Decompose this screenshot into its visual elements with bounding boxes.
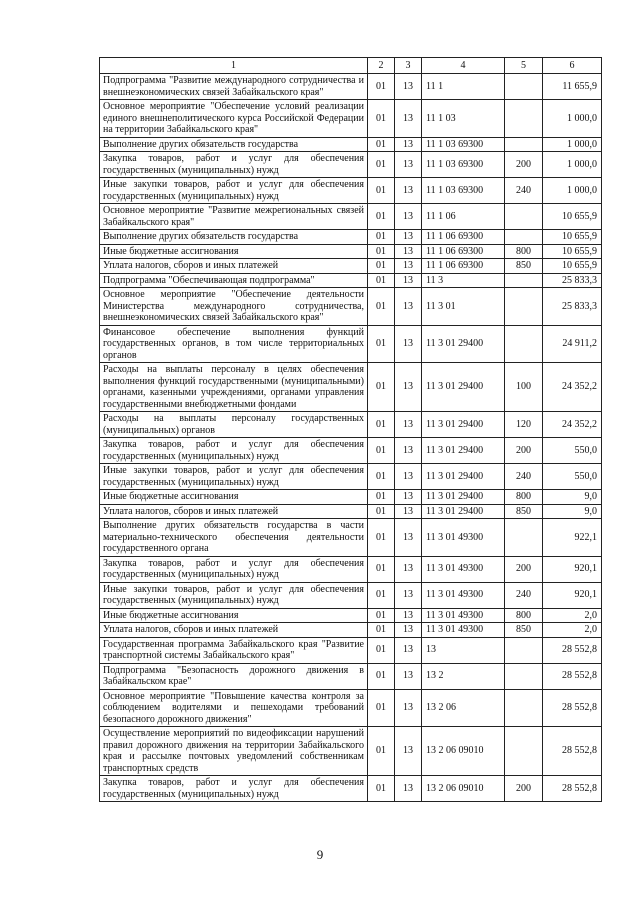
section-code-cell: 01 xyxy=(368,490,395,505)
target-article-code-cell: 11 3 01 29400 xyxy=(422,490,505,505)
expense-type-code-cell: 800 xyxy=(505,608,543,623)
subsection-code-cell: 13 xyxy=(395,273,422,288)
target-article-code-cell: 13 2 06 xyxy=(422,689,505,727)
table-row xyxy=(100,137,602,152)
expense-name-cell: Иные закупки товаров, работ и услуг для обеспечения государственных (муниципальных) нужд xyxy=(100,178,368,204)
expense-name-cell: Иные бюджетные ассигнования xyxy=(100,608,368,623)
section-code-cell: 01 xyxy=(368,689,395,727)
amount-cell: 25 833,3 xyxy=(543,288,602,326)
expense-type-code-cell: 850 xyxy=(505,504,543,519)
amount-cell: 922,1 xyxy=(543,519,602,557)
expense-type-code-cell xyxy=(505,204,543,230)
section-code-cell: 01 xyxy=(368,259,395,274)
section-code-cell: 01 xyxy=(368,623,395,638)
section-code-cell: 01 xyxy=(368,519,395,557)
expense-name-cell: Закупка товаров, работ и услуг для обеспечения государственных (муниципальных) нужд xyxy=(100,152,368,178)
target-article-code-cell: 13 xyxy=(422,637,505,663)
amount-cell: 25 833,3 xyxy=(543,273,602,288)
subsection-code-cell: 13 xyxy=(395,663,422,689)
section-code-cell: 01 xyxy=(368,582,395,608)
target-article-code-cell: 11 1 03 69300 xyxy=(422,137,505,152)
target-article-code-cell: 11 1 xyxy=(422,74,505,100)
subsection-code-cell: 13 xyxy=(395,582,422,608)
amount-cell: 2,0 xyxy=(543,623,602,638)
page-number: 9 xyxy=(316,847,324,862)
section-code-cell: 01 xyxy=(368,776,395,802)
section-code-cell: 01 xyxy=(368,438,395,464)
section-code-cell: 01 xyxy=(368,663,395,689)
section-code-cell: 01 xyxy=(368,74,395,100)
expense-name-cell: Уплата налогов, сборов и иных платежей xyxy=(100,259,368,274)
target-article-code-cell: 11 3 01 49300 xyxy=(422,519,505,557)
section-code-cell: 01 xyxy=(368,244,395,259)
expense-type-code-cell: 240 xyxy=(505,464,543,490)
expense-name-cell: Выполнение других обязательств государства xyxy=(100,230,368,245)
subsection-code-cell: 13 xyxy=(395,230,422,245)
amount-cell: 28 552,8 xyxy=(543,637,602,663)
subsection-code-cell: 13 xyxy=(395,325,422,363)
amount-cell: 1 000,0 xyxy=(543,152,602,178)
target-article-code-cell: 11 3 01 29400 xyxy=(422,363,505,412)
target-article-code-cell: 11 3 01 49300 xyxy=(422,608,505,623)
expense-name-cell: Закупка товаров, работ и услуг для обеспечения государственных (муниципальных) нужд xyxy=(100,438,368,464)
amount-cell: 24 911,2 xyxy=(543,325,602,363)
subsection-code-cell: 13 xyxy=(395,204,422,230)
amount-cell: 11 655,9 xyxy=(543,74,602,100)
table-row xyxy=(100,519,602,557)
section-code-cell: 01 xyxy=(368,152,395,178)
expense-name-cell: Уплата налогов, сборов и иных платежей xyxy=(100,623,368,638)
expense-name-cell: Финансовое обеспечение выполнения функций государственных органов, в том числе территориальных органов xyxy=(100,325,368,363)
target-article-code-cell: 11 3 01 29400 xyxy=(422,464,505,490)
amount-cell: 24 352,2 xyxy=(543,363,602,412)
amount-cell: 10 655,9 xyxy=(543,230,602,245)
target-article-code-cell: 11 3 01 29400 xyxy=(422,504,505,519)
expense-name-cell: Основное мероприятие "Обеспечение деятельности Министерства международного сотрудничества, внешнеэкономических связей Забайкальского края" xyxy=(100,288,368,326)
subsection-code-cell: 13 xyxy=(395,412,422,438)
subsection-code-cell: 13 xyxy=(395,244,422,259)
table-row xyxy=(100,363,602,412)
subsection-code-cell: 13 xyxy=(395,363,422,412)
expense-type-code-cell xyxy=(505,325,543,363)
target-article-code-cell: 11 1 03 69300 xyxy=(422,178,505,204)
subsection-code-cell: 13 xyxy=(395,504,422,519)
expense-name-cell: Выполнение других обязательств государства xyxy=(100,137,368,152)
expense-name-cell: Подпрограмма "Обеспечивающая подпрограмма" xyxy=(100,273,368,288)
amount-cell: 10 655,9 xyxy=(543,244,602,259)
expense-name-cell: Государственная программа Забайкальского края "Развитие транспортной системы Забайкальского края" xyxy=(100,637,368,663)
subsection-code-cell: 13 xyxy=(395,152,422,178)
amount-cell: 10 655,9 xyxy=(543,204,602,230)
expense-name-cell: Осуществление мероприятий по видеофиксации нарушений правил дорожного движения на территории Забайкальского края и рассылке почтовых уведомлений собственникам транспортных средств xyxy=(100,727,368,776)
expense-name-cell: Иные бюджетные ассигнования xyxy=(100,490,368,505)
table-row xyxy=(100,288,602,326)
target-article-code-cell: 11 1 06 69300 xyxy=(422,259,505,274)
table-row xyxy=(100,438,602,464)
subsection-code-cell: 13 xyxy=(395,288,422,326)
subsection-code-cell: 13 xyxy=(395,137,422,152)
expense-type-code-cell: 850 xyxy=(505,259,543,274)
header-col-3: 3 xyxy=(395,58,422,74)
section-code-cell: 01 xyxy=(368,556,395,582)
subsection-code-cell: 13 xyxy=(395,490,422,505)
table-row xyxy=(100,204,602,230)
expense-type-code-cell xyxy=(505,137,543,152)
table-row xyxy=(100,663,602,689)
amount-cell: 28 552,8 xyxy=(543,663,602,689)
subsection-code-cell: 13 xyxy=(395,556,422,582)
target-article-code-cell: 11 1 03 xyxy=(422,100,505,138)
expense-type-code-cell: 200 xyxy=(505,776,543,802)
section-code-cell: 01 xyxy=(368,412,395,438)
section-code-cell: 01 xyxy=(368,100,395,138)
expense-type-code-cell xyxy=(505,519,543,557)
subsection-code-cell: 13 xyxy=(395,776,422,802)
expense-type-code-cell: 850 xyxy=(505,623,543,638)
expense-name-cell: Основное мероприятие "Обеспечение условий реализации единого внешнеполитического курса Российской Федерации на территории Забайкальского края" xyxy=(100,100,368,138)
table-row xyxy=(100,325,602,363)
target-article-code-cell: 13 2 06 09010 xyxy=(422,727,505,776)
expense-name-cell: Подпрограмма "Развитие международного сотрудничества и внешнеэкономических связей Забайкальского края" xyxy=(100,74,368,100)
target-article-code-cell: 11 3 01 29400 xyxy=(422,438,505,464)
amount-cell: 550,0 xyxy=(543,464,602,490)
table-row xyxy=(100,273,602,288)
table-row xyxy=(100,490,602,505)
table-row xyxy=(100,689,602,727)
table-row xyxy=(100,608,602,623)
amount-cell: 9,0 xyxy=(543,504,602,519)
expense-type-code-cell: 200 xyxy=(505,152,543,178)
target-article-code-cell: 13 2 xyxy=(422,663,505,689)
subsection-code-cell: 13 xyxy=(395,464,422,490)
table-row xyxy=(100,504,602,519)
amount-cell: 10 655,9 xyxy=(543,259,602,274)
subsection-code-cell: 13 xyxy=(395,689,422,727)
header-col-1: 1 xyxy=(100,58,368,74)
expense-type-code-cell: 120 xyxy=(505,412,543,438)
subsection-code-cell: 13 xyxy=(395,608,422,623)
expense-type-code-cell xyxy=(505,230,543,245)
table-body xyxy=(100,74,602,802)
section-code-cell: 01 xyxy=(368,363,395,412)
expense-type-code-cell: 240 xyxy=(505,178,543,204)
table-row xyxy=(100,74,602,100)
expense-type-code-cell xyxy=(505,637,543,663)
expense-name-cell: Закупка товаров, работ и услуг для обеспечения государственных (муниципальных) нужд xyxy=(100,556,368,582)
expense-type-code-cell xyxy=(505,74,543,100)
amount-cell: 9,0 xyxy=(543,490,602,505)
subsection-code-cell: 13 xyxy=(395,259,422,274)
subsection-code-cell: 13 xyxy=(395,178,422,204)
target-article-code-cell: 11 3 01 29400 xyxy=(422,325,505,363)
expense-name-cell: Подпрограмма "Безопасность дорожного движения в Забайкальском крае" xyxy=(100,663,368,689)
expense-type-code-cell: 100 xyxy=(505,363,543,412)
section-code-cell: 01 xyxy=(368,178,395,204)
expense-name-cell: Расходы на выплаты персоналу в целях обеспечения выполнения функций государственными (муниципальными) органами, казенными учреждениями, органами управления государственными внебюджетными фондами xyxy=(100,363,368,412)
section-code-cell: 01 xyxy=(368,637,395,663)
section-code-cell: 01 xyxy=(368,230,395,245)
header-col-5: 5 xyxy=(505,58,543,74)
amount-cell: 28 552,8 xyxy=(543,776,602,802)
target-article-code-cell: 11 3 01 49300 xyxy=(422,556,505,582)
subsection-code-cell: 13 xyxy=(395,637,422,663)
header-col-2: 2 xyxy=(368,58,395,74)
target-article-code-cell: 11 1 03 69300 xyxy=(422,152,505,178)
table-row xyxy=(100,412,602,438)
expense-type-code-cell xyxy=(505,100,543,138)
expense-name-cell: Иные закупки товаров, работ и услуг для обеспечения государственных (муниципальных) нужд xyxy=(100,464,368,490)
table-row xyxy=(100,637,602,663)
target-article-code-cell: 11 3 xyxy=(422,273,505,288)
table-row xyxy=(100,556,602,582)
header-col-6: 6 xyxy=(543,58,602,74)
section-code-cell: 01 xyxy=(368,464,395,490)
section-code-cell: 01 xyxy=(368,288,395,326)
amount-cell: 1 000,0 xyxy=(543,137,602,152)
expense-name-cell: Закупка товаров, работ и услуг для обеспечения государственных (муниципальных) нужд xyxy=(100,776,368,802)
expense-type-code-cell xyxy=(505,663,543,689)
table-row xyxy=(100,244,602,259)
table-row xyxy=(100,623,602,638)
expense-type-code-cell: 240 xyxy=(505,582,543,608)
expense-type-code-cell xyxy=(505,689,543,727)
target-article-code-cell: 11 3 01 xyxy=(422,288,505,326)
table-row xyxy=(100,178,602,204)
subsection-code-cell: 13 xyxy=(395,623,422,638)
section-code-cell: 01 xyxy=(368,137,395,152)
header-col-4: 4 xyxy=(422,58,505,74)
expense-type-code-cell xyxy=(505,288,543,326)
amount-cell: 1 000,0 xyxy=(543,178,602,204)
expense-name-cell: Расходы на выплаты персоналу государственных (муниципальных) органов xyxy=(100,412,368,438)
table-row xyxy=(100,100,602,138)
subsection-code-cell: 13 xyxy=(395,438,422,464)
expense-name-cell: Иные закупки товаров, работ и услуг для обеспечения государственных (муниципальных) нужд xyxy=(100,582,368,608)
expense-name-cell: Основное мероприятие "Развитие межрегиональных связей Забайкальского края" xyxy=(100,204,368,230)
subsection-code-cell: 13 xyxy=(395,727,422,776)
section-code-cell: 01 xyxy=(368,504,395,519)
target-article-code-cell: 11 1 06 69300 xyxy=(422,244,505,259)
amount-cell: 2,0 xyxy=(543,608,602,623)
target-article-code-cell: 11 1 06 69300 xyxy=(422,230,505,245)
subsection-code-cell: 13 xyxy=(395,519,422,557)
table-row xyxy=(100,464,602,490)
amount-cell: 920,1 xyxy=(543,556,602,582)
expense-name-cell: Иные бюджетные ассигнования xyxy=(100,244,368,259)
amount-cell: 28 552,8 xyxy=(543,727,602,776)
target-article-code-cell: 11 1 06 xyxy=(422,204,505,230)
table-row xyxy=(100,776,602,802)
table-row xyxy=(100,230,602,245)
expense-type-code-cell: 800 xyxy=(505,490,543,505)
expense-type-code-cell: 200 xyxy=(505,556,543,582)
section-code-cell: 01 xyxy=(368,325,395,363)
table-row xyxy=(100,152,602,178)
expense-type-code-cell xyxy=(505,273,543,288)
section-code-cell: 01 xyxy=(368,608,395,623)
table-row xyxy=(100,727,602,776)
amount-cell: 24 352,2 xyxy=(543,412,602,438)
amount-cell: 550,0 xyxy=(543,438,602,464)
expense-type-code-cell xyxy=(505,727,543,776)
section-code-cell: 01 xyxy=(368,727,395,776)
section-code-cell: 01 xyxy=(368,204,395,230)
section-code-cell: 01 xyxy=(368,273,395,288)
target-article-code-cell: 11 3 01 49300 xyxy=(422,623,505,638)
expense-name-cell: Основное мероприятие "Повышение качества контроля за соблюдением водителями и пешеходами требований безопасного дорожного движения" xyxy=(100,689,368,727)
subsection-code-cell: 13 xyxy=(395,74,422,100)
target-article-code-cell: 11 3 01 29400 xyxy=(422,412,505,438)
amount-cell: 1 000,0 xyxy=(543,100,602,138)
expense-name-cell: Уплата налогов, сборов и иных платежей xyxy=(100,504,368,519)
table-row xyxy=(100,259,602,274)
table-row xyxy=(100,582,602,608)
target-article-code-cell: 13 2 06 09010 xyxy=(422,776,505,802)
expense-type-code-cell: 200 xyxy=(505,438,543,464)
budget-table xyxy=(99,57,602,802)
expense-type-code-cell: 800 xyxy=(505,244,543,259)
expense-name-cell: Выполнение других обязательств государства в части материально-технического обеспечения деятельности государственного органа xyxy=(100,519,368,557)
target-article-code-cell: 11 3 01 49300 xyxy=(422,582,505,608)
amount-cell: 920,1 xyxy=(543,582,602,608)
subsection-code-cell: 13 xyxy=(395,100,422,138)
amount-cell: 28 552,8 xyxy=(543,689,602,727)
table-header-row xyxy=(100,58,602,74)
